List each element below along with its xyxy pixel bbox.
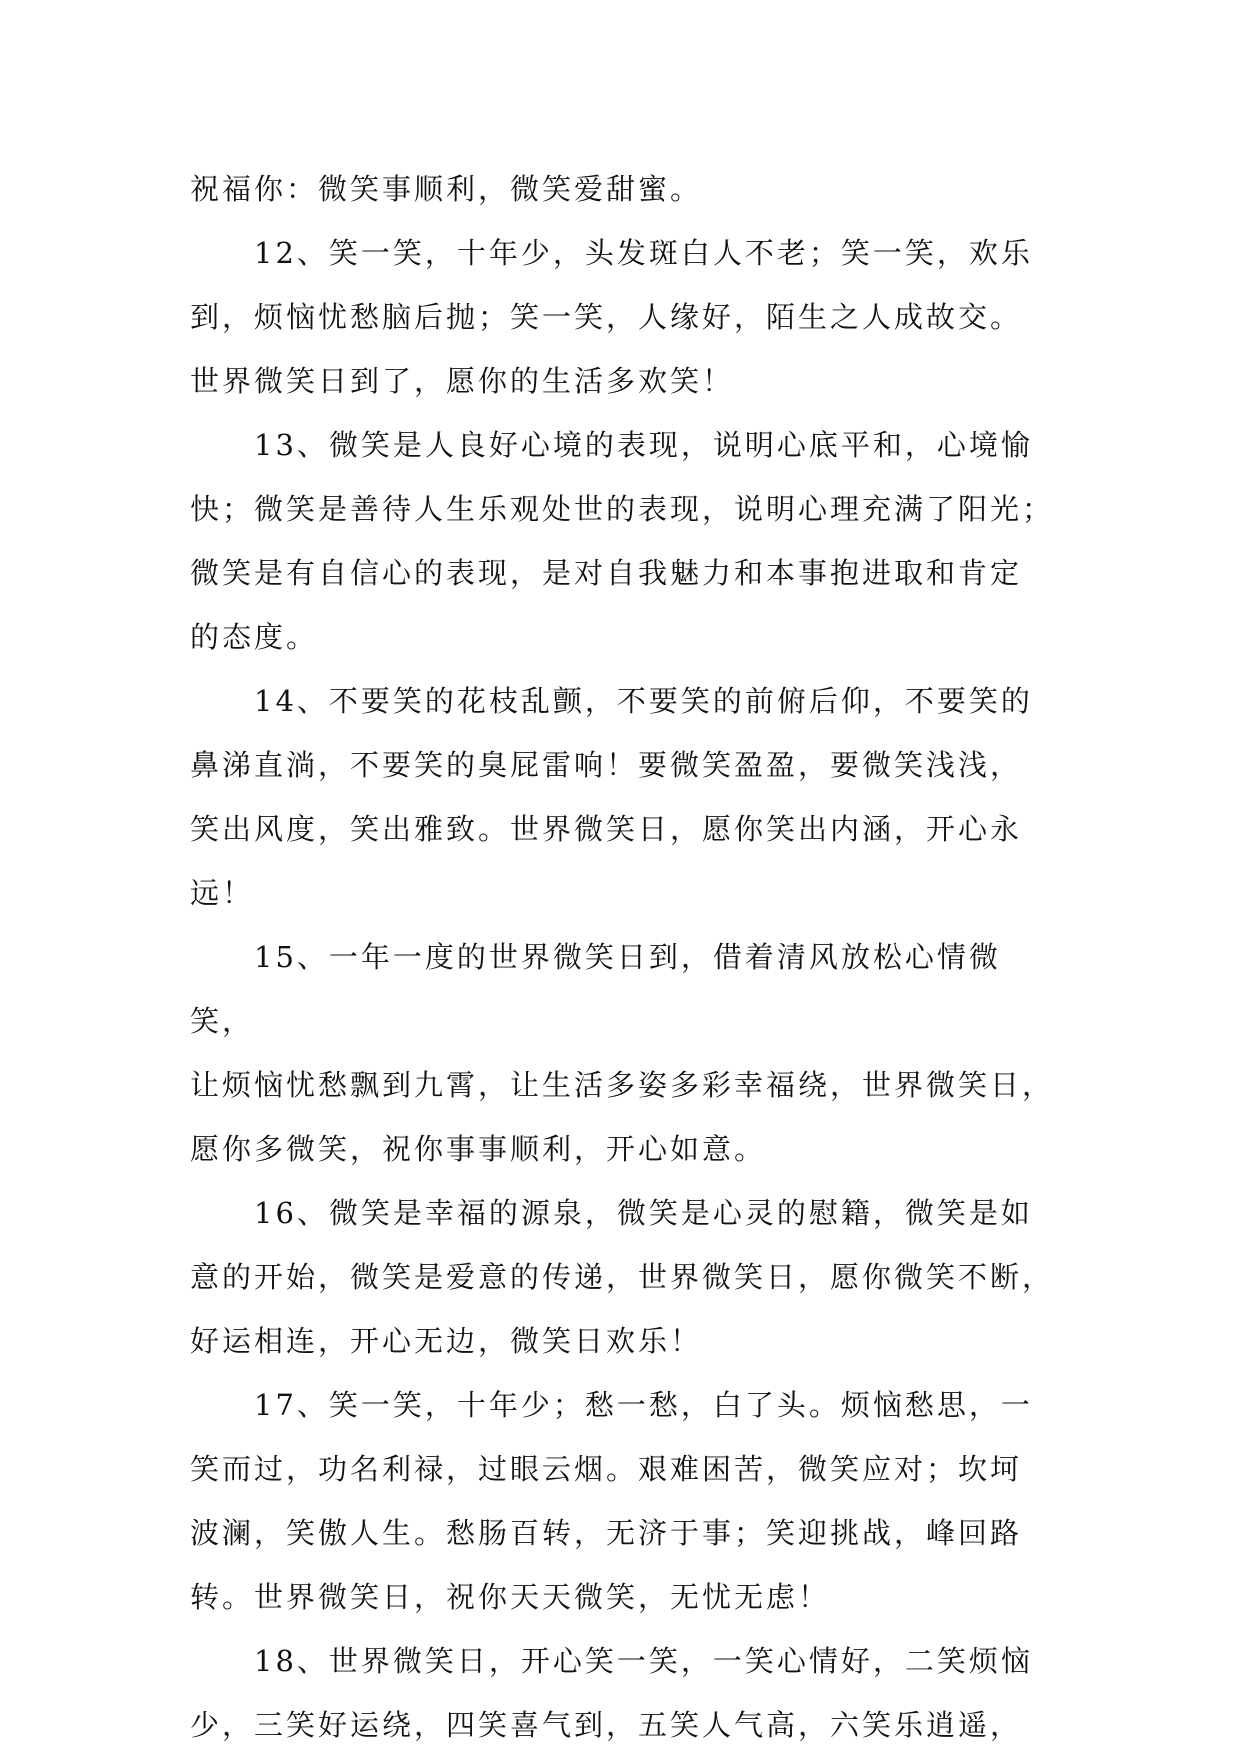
paragraph <box>190 1373 1060 1629</box>
text-line: 12、笑一笑，十年少，头发斑白人不老；笑一笑，欢乐 <box>254 236 1033 270</box>
paragraph <box>190 1629 1060 1757</box>
text-line: 的态度。 <box>190 620 319 654</box>
text-line: 微笑是有自信心的表现，是对自我魅力和本事抱进取和肯定 <box>190 556 1023 590</box>
text-line: 让烦恼忧愁飘到九霄，让生活多姿多彩幸福绕，世界微笑日， <box>190 1068 1055 1102</box>
text-line: 快；微笑是善待人生乐观处世的表现，说明心理充满了阳光； <box>190 492 1055 526</box>
document-body <box>190 157 1060 1757</box>
text-line: 好运相连，开心无边，微笑日欢乐！ <box>190 1324 703 1358</box>
paragraph <box>190 157 1060 221</box>
text-line: 世界微笑日到了，愿你的生活多欢笑！ <box>190 364 735 398</box>
text-line: 少，三笑好运绕，四笑喜气到，五笑人气高，六笑乐逍遥， <box>190 1708 1023 1742</box>
text-line: 远！ <box>190 876 255 910</box>
paragraph <box>190 221 1060 413</box>
text-line: 意的开始，微笑是爱意的传递，世界微笑日，愿你微笑不断， <box>190 1260 1055 1294</box>
text-line: 13、微笑是人良好心境的表现，说明心底平和，心境愉 <box>254 428 1033 462</box>
text-line: 18、世界微笑日，开心笑一笑，一笑心情好，二笑烦恼 <box>254 1644 1033 1678</box>
paragraph <box>190 925 1060 1181</box>
text-line: 祝福你：微笑事顺利，微笑爱甜蜜。 <box>190 172 703 206</box>
text-line: 笑而过，功名利禄，过眼云烟。艰难困苦，微笑应对；坎坷 <box>190 1452 1023 1486</box>
text-line: 愿你多微笑，祝你事事顺利，开心如意。 <box>190 1132 767 1166</box>
text-line: 波澜，笑傲人生。愁肠百转，无济于事；笑迎挑战，峰回路 <box>190 1516 1023 1550</box>
text-line: 鼻涕直淌，不要笑的臭屁雷响！要微笑盈盈，要微笑浅浅， <box>190 748 1023 782</box>
text-line: 14、不要笑的花枝乱颤，不要笑的前俯后仰，不要笑的 <box>254 684 1033 718</box>
text-line: 笑出风度，笑出雅致。世界微笑日，愿你笑出内涵，开心永 <box>190 812 1023 846</box>
text-line: 16、微笑是幸福的源泉，微笑是心灵的慰籍，微笑是如 <box>254 1196 1033 1230</box>
text-line: 17、笑一笑，十年少；愁一愁，白了头。烦恼愁思，一 <box>254 1388 1033 1422</box>
paragraph <box>190 1181 1060 1373</box>
text-line: 到，烦恼忧愁脑后抛；笑一笑，人缘好，陌生之人成故交。 <box>190 300 1023 334</box>
paragraph <box>190 669 1060 925</box>
text-line: 15、一年一度的世界微笑日到，借着清风放松心情微笑， <box>190 940 1001 1038</box>
text-line: 转。世界微笑日，祝你天天微笑，无忧无虑！ <box>190 1580 831 1614</box>
paragraph <box>190 413 1060 669</box>
